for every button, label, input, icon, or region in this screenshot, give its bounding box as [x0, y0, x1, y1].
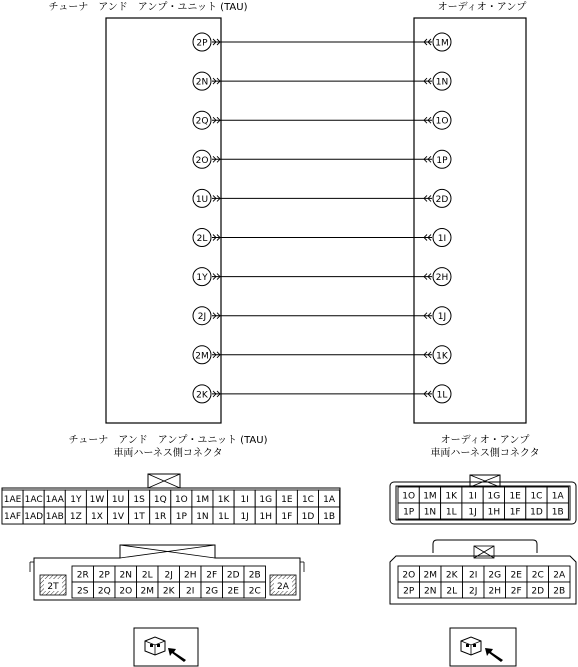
tuner-pin-label: 2P — [196, 38, 208, 49]
amp-pin-label: 1O — [435, 116, 449, 127]
connector-pin-label: 2N — [119, 570, 132, 581]
connector-pin — [223, 582, 245, 598]
connector-pin — [86, 490, 107, 507]
connector-pin-label: 2S — [77, 586, 89, 597]
connector-pin — [398, 582, 420, 598]
amp-pin-label: 1N — [435, 77, 449, 88]
tuner-pin-label: 2L — [196, 234, 208, 244]
connector-pin-label: 1E — [509, 491, 521, 502]
connector-pin — [441, 503, 462, 519]
connector-pin-label: 1T — [133, 511, 145, 522]
connector-pin — [44, 507, 65, 524]
connector-pin — [180, 582, 202, 598]
connector-pin-label: 1G — [259, 494, 273, 505]
tau-connector-title: チューナ アンド アンプ・ユニット (TAU) — [68, 435, 268, 446]
connector-pin — [505, 503, 526, 519]
wire-row — [193, 229, 451, 247]
connector-pin — [201, 566, 223, 582]
connector-pin — [192, 507, 213, 524]
connector-pin-label: 2D — [226, 570, 240, 581]
connector-view-icon-left — [134, 628, 198, 666]
connector-pin-label: 2G — [488, 570, 502, 581]
connector-pin — [137, 582, 159, 598]
connector-pin-label: 1A — [323, 494, 335, 505]
connector-pin — [23, 490, 44, 507]
wire-row — [193, 346, 451, 364]
connector-pin — [171, 507, 192, 524]
connector-pin — [526, 503, 547, 519]
connector-pin-label: 1Y — [70, 494, 82, 505]
connector-pin — [549, 566, 571, 582]
connector-pin-label: 2B — [553, 586, 566, 597]
tau-connector-1 — [2, 474, 340, 524]
connector-pin — [2, 490, 23, 507]
connector-pin — [398, 487, 419, 503]
connector-pin — [129, 507, 150, 524]
connector-pin-label: 1B — [323, 511, 336, 522]
connector-pin-label: 1I — [240, 494, 249, 505]
connector-pin-label: 2A — [553, 570, 566, 581]
connector-pin — [462, 503, 483, 519]
connector-pin — [484, 582, 506, 598]
connector-pin — [244, 566, 266, 582]
connector-pin-label: 1J — [468, 507, 477, 518]
connector-pin — [297, 507, 318, 524]
connector-pin-label: 2B — [248, 570, 261, 581]
connector-pin — [547, 487, 568, 503]
amp-pin-label: 1J — [437, 312, 447, 323]
connector-pin — [319, 507, 340, 524]
connector-pin-label: 1X — [90, 511, 103, 522]
connector-pin-label: 1E — [281, 494, 293, 505]
connector-pin-label: 2N — [424, 586, 437, 597]
connector-pin — [420, 582, 442, 598]
connector-pin-label: 2F — [510, 586, 522, 597]
connector-pin — [419, 487, 440, 503]
connector-pin — [441, 582, 463, 598]
tuner-pin-label: 1Y — [196, 273, 208, 284]
connector-pin-label: 2E — [510, 570, 522, 581]
tuner-pin-label: 2M — [195, 351, 209, 362]
wire-row — [193, 111, 451, 129]
connector-pin-label: 2G — [205, 586, 219, 597]
tuner-pin-label: 2O — [195, 155, 209, 166]
connector-pin-label: 1K — [217, 494, 230, 505]
connector-pin — [483, 487, 504, 503]
connector-pin — [150, 490, 171, 507]
amp-pin-label: 1P — [436, 155, 448, 166]
connector-pin-label: 1D — [530, 507, 543, 518]
connector-pin-label: 2Q — [97, 586, 111, 597]
connector-pin-label: 1G — [487, 491, 501, 502]
connector-pin — [94, 582, 116, 598]
connector-pin — [23, 507, 44, 524]
connector-pin-label: 1A — [551, 491, 564, 502]
connector-pin — [171, 490, 192, 507]
connector-pin — [441, 487, 462, 503]
tau-pin-2T: 2T — [47, 582, 59, 592]
amp-pin-label: 2H — [435, 273, 449, 284]
connector-pin — [547, 503, 568, 519]
connector-pin — [213, 490, 234, 507]
connector-pin — [72, 582, 94, 598]
amp-pin-label: 1L — [436, 390, 448, 401]
connector-pin — [527, 566, 549, 582]
connector-pin-label: 1P — [403, 507, 415, 518]
connector-pin — [234, 507, 255, 524]
tuner-pin-label: 2J — [197, 312, 207, 323]
connector-pin-label: 1V — [112, 511, 124, 522]
tuner-pin-label: 1U — [195, 194, 209, 205]
wire-rows — [193, 33, 451, 403]
connector-pin-label: 1H — [259, 511, 272, 522]
wire-row — [193, 189, 451, 207]
connector-pin-label: 2K — [445, 570, 458, 581]
wire-row — [193, 268, 451, 286]
wire-row — [193, 385, 451, 403]
connector-pin-label: 1H — [487, 507, 501, 518]
connector-pin-label: 1F — [509, 507, 521, 518]
connector-pin — [158, 566, 180, 582]
connector-pin-label: 1AB — [45, 511, 64, 522]
connector-pin — [527, 582, 549, 598]
connector-pin-label: 1C — [530, 491, 543, 502]
connector-pin-label: 1AE — [3, 494, 22, 505]
connector-pin-label: 1L — [218, 511, 229, 522]
connector-pin-label: 1I — [468, 491, 477, 502]
connector-pin — [505, 487, 526, 503]
amp-connector-1 — [390, 475, 576, 524]
connector-pin-label: 1Q — [153, 494, 167, 505]
wire-row — [193, 33, 451, 51]
connector-pin — [297, 490, 318, 507]
connector-pin-label: 2I — [469, 570, 478, 581]
connector-pin-label: 2P — [403, 586, 415, 597]
connector-pin-label: 2H — [184, 570, 197, 581]
tau-connector-subtitle: 車両ハーネス側コネクタ — [113, 448, 223, 459]
connector-pin — [86, 507, 107, 524]
connector-pin — [419, 503, 440, 519]
connector-pin — [526, 487, 547, 503]
connector-pin-label: 2I — [186, 586, 195, 597]
connector-pin — [463, 582, 485, 598]
connector-pin — [398, 503, 419, 519]
connector-pin — [94, 566, 116, 582]
connector-pin — [276, 507, 297, 524]
wire-row — [193, 72, 451, 90]
connector-pin-label: 2J — [164, 570, 173, 581]
connector-pin-label: 2L — [141, 570, 153, 581]
connector-pin-label: 1B — [551, 507, 564, 518]
connector-pin — [115, 582, 137, 598]
connector-pin-label: 1F — [281, 511, 293, 522]
tau-pin-2A: 2A — [277, 582, 289, 592]
connector-pin — [2, 507, 23, 524]
connector-pin-label: 1S — [133, 494, 145, 505]
connector-pin — [506, 566, 528, 582]
audio-amp-title: オーディオ・アンプ — [437, 2, 527, 13]
connector-pin-label: 1L — [445, 507, 457, 518]
connector-pin-label: 2C — [531, 570, 544, 581]
connector-pin-label: 2L — [446, 586, 458, 597]
connector-pin-label: 1R — [154, 511, 167, 522]
connector-pin — [201, 582, 223, 598]
connector-pin-label: 1AD — [24, 511, 44, 522]
connector-pin — [72, 566, 94, 582]
amp-pin-label: 2D — [435, 194, 449, 205]
connector-pin — [549, 582, 571, 598]
connector-pin-label: 1C — [301, 494, 314, 505]
amp-pin-label: 1M — [435, 38, 449, 49]
connector-pin — [213, 507, 234, 524]
connector-pin — [129, 490, 150, 507]
connector-pin-label: 2H — [488, 586, 501, 597]
connector-pin-label: 1N — [196, 511, 209, 522]
tuner-pin-label: 2K — [196, 390, 208, 401]
connector-pin — [398, 566, 420, 582]
connector-pin-label: 1AA — [45, 494, 64, 505]
tuner-pin-label: 2N — [195, 77, 209, 88]
connector-pin — [483, 503, 504, 519]
connector-pin — [276, 490, 297, 507]
connector-pin — [180, 566, 202, 582]
connector-pin — [108, 490, 129, 507]
connector-pin — [462, 487, 483, 503]
connector-pin-label: 1P — [175, 511, 187, 522]
connector-pin-label: 2J — [469, 586, 478, 597]
connector-pin — [108, 507, 129, 524]
connector-pin — [192, 490, 213, 507]
connector-pin — [65, 490, 86, 507]
connector-view-icon-right — [450, 628, 516, 666]
connector-pin-label: 1O — [402, 491, 416, 502]
connector-pin — [150, 507, 171, 524]
connector-pin-label: 1M — [423, 491, 437, 502]
connector-pin-label: 2M — [140, 586, 154, 597]
connector-pin — [244, 582, 266, 598]
connector-pin — [223, 566, 245, 582]
connector-pin-label: 1M — [195, 494, 210, 505]
connector-pin-label: 1J — [240, 511, 249, 522]
connector-pin — [506, 582, 528, 598]
connector-pin-label: 1O — [174, 494, 188, 505]
wire-row — [193, 150, 451, 168]
connector-pin — [319, 490, 340, 507]
amp-pin-label: 1K — [436, 351, 448, 362]
tuner-unit-title: チューナ アンド アンプ・ユニット (TAU) — [48, 2, 248, 13]
wire-row — [193, 307, 451, 325]
connector-pin-label: 1AC — [24, 494, 43, 505]
connector-pin-label: 1Z — [69, 511, 82, 522]
connector-pin — [65, 507, 86, 524]
connector-pin-label: 2C — [248, 586, 261, 597]
connector-pin — [137, 566, 159, 582]
connector-pin-label: 1W — [89, 494, 105, 505]
connector-pin — [255, 490, 276, 507]
connector-pin — [115, 566, 137, 582]
connector-pin — [463, 566, 485, 582]
amp-connector-2 — [390, 540, 576, 604]
connector-pin — [234, 490, 255, 507]
connector-pin-label: 2F — [206, 570, 218, 581]
connector-pin-label: 2M — [423, 570, 437, 581]
connector-pin — [255, 507, 276, 524]
connector-pin — [441, 566, 463, 582]
connector-pin-label: 2E — [227, 586, 239, 597]
connector-pin-label: 2K — [162, 586, 175, 597]
tau-connector-2 — [30, 545, 304, 600]
connector-pin — [484, 566, 506, 582]
connector-pin-label: 2R — [76, 570, 89, 581]
connector-pin-label: 2P — [98, 570, 110, 581]
connector-pin-label: 1N — [423, 507, 437, 518]
connector-pin-label: 1AF — [4, 511, 22, 522]
connector-pin — [420, 566, 442, 582]
connector-pin-label: 2D — [531, 586, 545, 597]
connector-pin-label: 2O — [402, 570, 416, 581]
connector-pin-label: 1K — [445, 491, 458, 502]
amp-connector-title: オーディオ・アンプ — [440, 435, 530, 446]
connector-pin-label: 2O — [119, 586, 133, 597]
connector-pin-label: 1U — [111, 494, 125, 505]
amp-connector-subtitle: 車両ハーネス側コネクタ — [430, 448, 540, 459]
connector-pin-label: 1D — [301, 511, 315, 522]
tuner-pin-label: 2Q — [195, 116, 209, 127]
amp-pin-label: 1I — [437, 234, 447, 244]
connector-pin — [158, 582, 180, 598]
connector-pin — [44, 490, 65, 507]
